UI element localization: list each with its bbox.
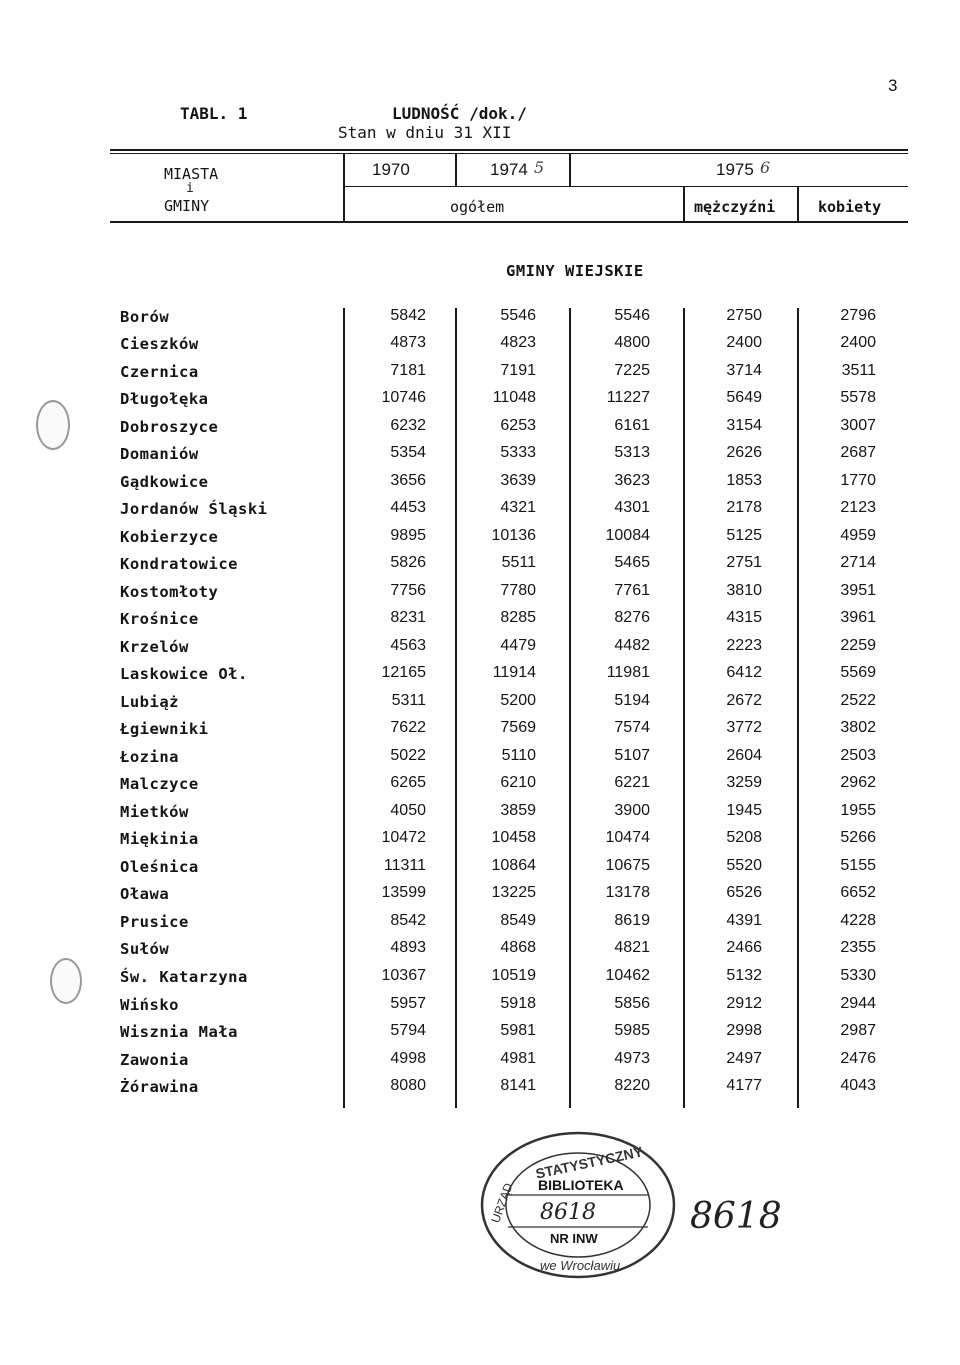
cell-1975-men: 3772	[726, 719, 762, 736]
cell-1970: 7622	[390, 719, 426, 736]
cell-1974: 6253	[500, 417, 536, 434]
cell-1975-men: 2626	[726, 444, 762, 461]
row-name: Dobroszyce	[120, 418, 219, 436]
cell-1974: 7569	[500, 719, 536, 736]
cell-1975-total: 5194	[614, 692, 650, 709]
cell-1975-women: 3961	[840, 609, 876, 626]
svg-text:URZĄD: URZĄD	[488, 1181, 516, 1225]
cell-1975-women: 4043	[840, 1077, 876, 1094]
cell-1975-total: 5465	[614, 554, 650, 571]
cell-1975-men: 6412	[726, 664, 762, 681]
header-divider-4	[683, 186, 685, 222]
page-number: 3	[888, 76, 898, 95]
cell-1975-men: 5649	[726, 389, 762, 406]
header-top-rule-2	[110, 153, 908, 154]
cell-1975-total: 13178	[605, 884, 650, 901]
binder-hole-bottom	[50, 958, 82, 1004]
row-name: Miękinia	[120, 830, 199, 848]
row-name: Lubiąż	[120, 693, 179, 711]
cell-1974: 4823	[500, 334, 536, 351]
row-name: Mietków	[120, 803, 189, 821]
cell-1970: 10746	[381, 389, 426, 406]
cell-1974: 5981	[500, 1022, 536, 1039]
cell-1974: 10458	[491, 829, 536, 846]
cell-1975-women: 5155	[840, 857, 876, 874]
row-name: Kobierzyce	[120, 528, 219, 546]
cell-1974: 4981	[500, 1050, 536, 1067]
row-name: Sułów	[120, 940, 170, 958]
cell-1975-men: 2400	[726, 334, 762, 351]
cell-1970: 8231	[390, 609, 426, 626]
cell-1975-women: 2987	[840, 1022, 876, 1039]
cell-1975-men: 4177	[726, 1077, 762, 1094]
row-name: Krzelów	[120, 638, 189, 656]
cell-1975-total: 8619	[614, 912, 650, 929]
cell-1970: 11311	[383, 857, 426, 874]
cell-1975-women: 5266	[840, 829, 876, 846]
cell-1975-men: 5208	[726, 829, 762, 846]
cell-1970: 4873	[390, 334, 426, 351]
cell-1975-women: 2714	[840, 554, 876, 571]
cell-1975-men: 1853	[726, 472, 762, 489]
cell-1970: 6232	[390, 417, 426, 434]
cell-1975-total: 10084	[605, 527, 650, 544]
cell-1975-total: 5107	[614, 747, 650, 764]
cell-1975-women: 2503	[840, 747, 876, 764]
cell-1970: 5022	[390, 747, 426, 764]
cell-1970: 4453	[390, 499, 426, 516]
cell-1975-women: 5330	[840, 967, 876, 984]
cell-1975-women: 2259	[840, 637, 876, 654]
cell-1975-women: 2355	[840, 939, 876, 956]
cell-1974: 11914	[492, 664, 536, 681]
cell-1974: 8285	[500, 609, 536, 626]
cell-1975-total: 5856	[614, 995, 650, 1012]
row-name: Gądkowice	[120, 473, 209, 491]
cell-1970: 7756	[390, 582, 426, 599]
cell-1974: 6210	[500, 774, 536, 791]
cell-1975-total: 11981	[606, 664, 650, 681]
row-name: Zawonia	[120, 1051, 189, 1069]
cell-1974: 8549	[500, 912, 536, 929]
cell-1975-women: 2944	[840, 995, 876, 1012]
cell-1974: 5511	[501, 554, 536, 571]
cell-1974: 4321	[500, 499, 536, 516]
row-name: Św. Katarzyna	[120, 968, 248, 986]
cell-1975-men: 2223	[726, 637, 762, 654]
cell-1975-women: 3511	[841, 362, 876, 379]
stamp-inventory-number: 8618	[540, 1200, 596, 1225]
cell-1970: 4893	[390, 939, 426, 956]
cell-1970: 5311	[391, 692, 426, 709]
row-name: Malczyce	[120, 775, 199, 793]
cell-1975-women: 3951	[840, 582, 876, 599]
col-header-total: ogółem	[450, 198, 505, 216]
cell-1974: 5333	[500, 444, 536, 461]
cell-1975-total: 6161	[614, 417, 650, 434]
svg-text:we Wrocławiu: we Wrocławiu	[540, 1258, 621, 1273]
year-1974: 1974	[490, 160, 528, 179]
cell-1974: 7780	[500, 582, 536, 599]
row-name: Wisznia Mała	[120, 1023, 238, 1041]
row-name: Borów	[120, 308, 170, 326]
row-name: Długołęka	[120, 390, 209, 408]
cell-1975-total: 8276	[614, 609, 650, 626]
cell-1975-total: 8220	[614, 1077, 650, 1094]
cell-1970: 8542	[390, 912, 426, 929]
cell-1975-men: 2497	[726, 1050, 762, 1067]
col-header-men: mężczyźni	[694, 198, 776, 216]
binder-hole-top	[36, 400, 70, 450]
cell-1970: 3656	[390, 472, 426, 489]
stamp-nr-inw: NR INW	[550, 1231, 598, 1246]
cell-1974: 8141	[500, 1077, 536, 1094]
cell-1970: 8080	[390, 1077, 426, 1094]
cell-1975-men: 2604	[726, 747, 762, 764]
row-name: Kondratowice	[120, 555, 238, 573]
row-name: Oława	[120, 885, 170, 903]
cell-1974: 3859	[500, 802, 536, 819]
cell-1975-total: 10675	[605, 857, 650, 874]
cell-1975-women: 2962	[840, 774, 876, 791]
cell-1975-total: 10474	[605, 829, 650, 846]
header-divider-5	[797, 186, 799, 222]
cell-1975-women: 4228	[840, 912, 876, 929]
row-name: Prusice	[120, 913, 189, 931]
stub-header-and: i	[186, 181, 194, 196]
cell-1975-men: 5520	[726, 857, 762, 874]
col-header-women: kobiety	[818, 198, 882, 216]
cell-1975-total: 4973	[614, 1050, 650, 1067]
cell-1975-men: 4315	[726, 609, 762, 626]
cell-1975-women: 3802	[840, 719, 876, 736]
cell-1975-total: 4821	[614, 939, 650, 956]
cell-1975-total: 6221	[614, 774, 650, 791]
cell-1974: 10864	[491, 857, 536, 874]
stamp-label: BIBLIOTEKA	[538, 1177, 624, 1193]
row-name: Wińsko	[120, 996, 179, 1014]
row-name: Jordanów Śląski	[120, 500, 268, 518]
cell-1975-men: 2750	[726, 307, 762, 324]
cell-1974: 5200	[500, 692, 536, 709]
cell-1975-men: 6526	[726, 884, 762, 901]
cell-1975-men: 2751	[726, 554, 762, 571]
cell-1974: 5918	[500, 995, 536, 1012]
cell-1974: 5546	[500, 307, 536, 324]
cell-1970: 5957	[390, 995, 426, 1012]
cell-1975-men: 5125	[726, 527, 762, 544]
cell-1975-men: 2672	[726, 692, 762, 709]
cell-1974: 11048	[492, 389, 536, 406]
cell-1970: 5794	[390, 1022, 426, 1039]
row-name: Domaniów	[120, 445, 199, 463]
svg-text:STATYSTYCZNY: STATYSTYCZNY	[534, 1143, 645, 1182]
cell-1975-women: 6652	[840, 884, 876, 901]
header-divider-3	[569, 153, 571, 187]
row-name: Kostomłoty	[120, 583, 219, 601]
cell-1975-men: 4391	[726, 912, 762, 929]
cell-1975-women: 2476	[840, 1050, 876, 1067]
cell-1975-men: 2998	[726, 1022, 762, 1039]
cell-1970: 13599	[381, 884, 426, 901]
cell-1974: 13225	[491, 884, 536, 901]
cell-1975-total: 5546	[614, 307, 650, 324]
cell-1970: 5826	[390, 554, 426, 571]
cell-1975-men: 2912	[726, 995, 762, 1012]
row-name: Żórawina	[120, 1078, 199, 1096]
cell-1975-women: 2687	[840, 444, 876, 461]
cell-1975-total: 5313	[614, 444, 650, 461]
cell-1975-women: 3007	[840, 417, 876, 434]
cell-1974: 4868	[500, 939, 536, 956]
cell-1975-total: 7761	[614, 582, 650, 599]
row-name: Łgiewniki	[120, 720, 209, 738]
cell-1975-men: 3154	[726, 417, 762, 434]
cell-1975-women: 2400	[840, 334, 876, 351]
row-name: Laskowice Oł.	[120, 665, 248, 683]
cell-1975-men: 2178	[726, 499, 762, 516]
cell-1975-women: 1770	[840, 472, 876, 489]
row-name: Oleśnica	[120, 858, 199, 876]
library-stamp	[478, 1130, 678, 1280]
cell-1974: 10519	[491, 967, 536, 984]
year-1970: 1970	[372, 160, 410, 179]
section-title: GMINY WIEJSKIE	[506, 262, 644, 280]
table-title: LUDNOŚĆ /dok./	[392, 104, 527, 123]
row-name: Łozina	[120, 748, 179, 766]
cell-1975-total: 3900	[614, 802, 650, 819]
cell-1975-women: 4959	[840, 527, 876, 544]
header-divider-1	[343, 153, 345, 223]
row-name: Krośnice	[120, 610, 199, 628]
cell-1975-total: 4800	[614, 334, 650, 351]
cell-1975-women: 2123	[840, 499, 876, 516]
handwritten-inventory-number: 8618	[690, 1196, 782, 1237]
year-1974-handwritten-note: 5	[534, 158, 545, 177]
cell-1974: 10136	[491, 527, 536, 544]
cell-1975-total: 5985	[614, 1022, 650, 1039]
cell-1970: 5842	[390, 307, 426, 324]
cell-1970: 4563	[390, 637, 426, 654]
cell-1975-men: 3810	[726, 582, 762, 599]
cell-1970: 7181	[390, 362, 426, 379]
cell-1970: 9895	[390, 527, 426, 544]
cell-1975-women: 2796	[840, 307, 876, 324]
row-name: Czernica	[120, 363, 199, 381]
cell-1970: 10472	[381, 829, 426, 846]
header-bottom-rule	[110, 221, 908, 223]
cell-1975-total: 7574	[614, 719, 650, 736]
table-subtitle: Stan w dniu 31 XII	[338, 123, 512, 142]
year-rule	[344, 186, 908, 187]
cell-1975-women: 1955	[840, 802, 876, 819]
cell-1974: 7191	[500, 362, 536, 379]
cell-1975-total: 7225	[614, 362, 650, 379]
cell-1975-total: 4482	[614, 637, 650, 654]
table-label: TABL. 1	[180, 104, 248, 123]
cell-1975-men: 2466	[726, 939, 762, 956]
header-top-rule	[110, 149, 908, 151]
cell-1975-men: 1945	[726, 802, 762, 819]
cell-1975-men: 5132	[726, 967, 762, 984]
year-1975: 1975	[716, 160, 754, 179]
cell-1975-women: 5578	[840, 389, 876, 406]
cell-1975-men: 3259	[726, 774, 762, 791]
cell-1975-women: 2522	[840, 692, 876, 709]
cell-1975-total: 4301	[614, 499, 650, 516]
cell-1975-women: 5569	[840, 664, 876, 681]
cell-1975-total: 10462	[605, 967, 650, 984]
cell-1974: 3639	[500, 472, 536, 489]
cell-1974: 4479	[500, 637, 536, 654]
cell-1970: 4998	[390, 1050, 426, 1067]
stub-header-cities: MIASTA	[164, 165, 219, 183]
cell-1975-total: 11227	[606, 389, 650, 406]
row-name: Cieszków	[120, 335, 199, 353]
header-divider-2	[455, 153, 457, 187]
cell-1975-men: 3714	[726, 362, 762, 379]
cell-1970: 12165	[381, 664, 426, 681]
cell-1975-total: 3623	[614, 472, 650, 489]
cell-1974: 5110	[501, 747, 536, 764]
cell-1970: 5354	[390, 444, 426, 461]
body-divider-1	[343, 308, 345, 1108]
cell-1970: 6265	[390, 774, 426, 791]
stub-header-communes: GMINY	[164, 197, 210, 215]
year-1975-handwritten-note: 6	[760, 158, 771, 177]
cell-1970: 10367	[381, 967, 426, 984]
cell-1970: 4050	[390, 802, 426, 819]
